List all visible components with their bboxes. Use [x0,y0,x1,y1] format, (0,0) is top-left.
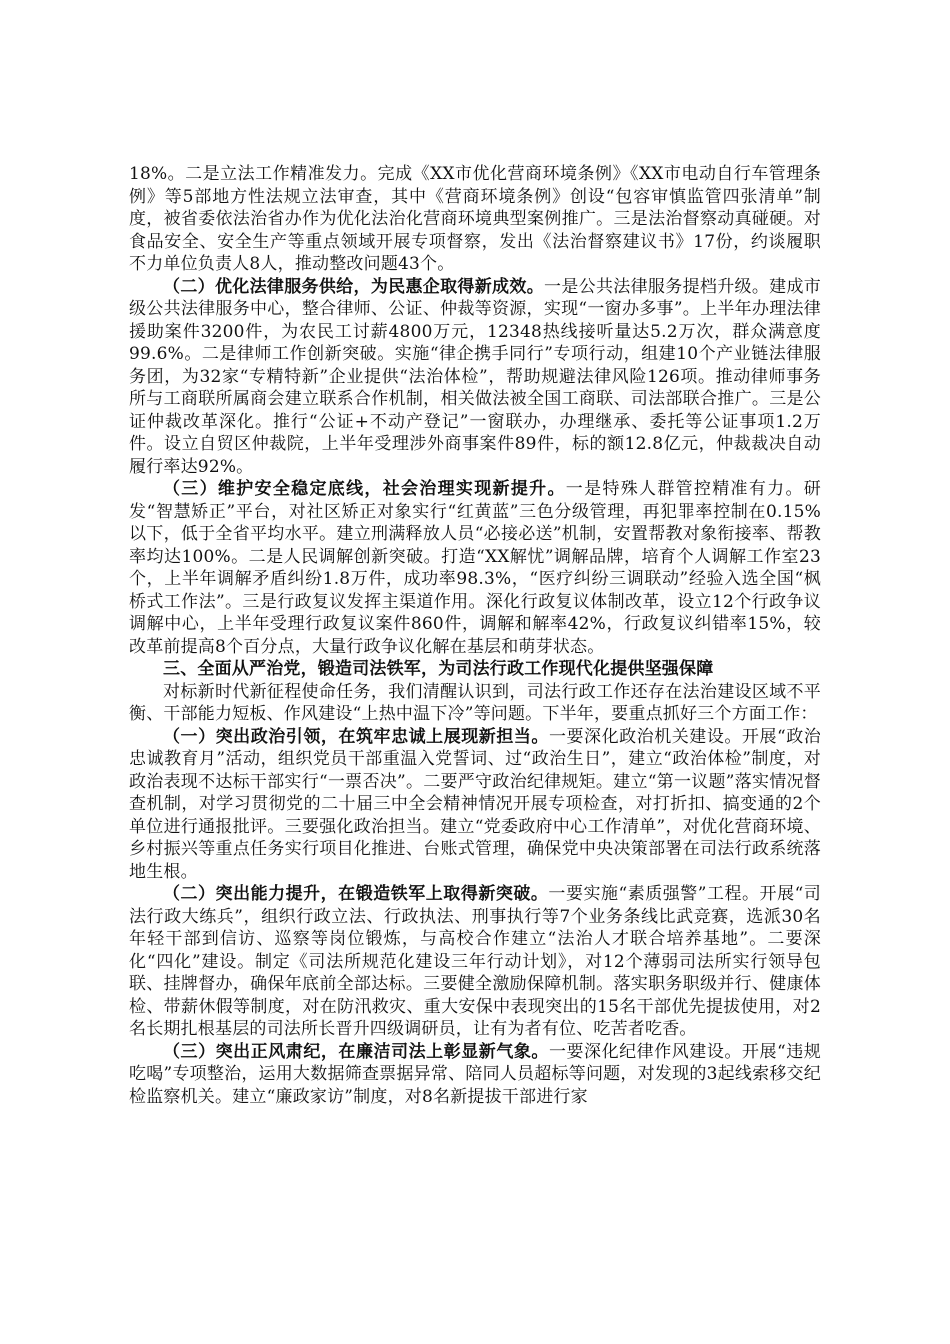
section-heading: （三）维护安全稳定底线，社会治理实现新提升。 [163,479,566,499]
section-heading: （一）突出政治引领，在筑牢忠诚上展现新担当。 [163,726,549,747]
document-body [129,163,821,1108]
paragraph-text: 18%。二是立法工作精准发力。完成《XX市优化营商环境条例》《XX市电动自行车管理条例》等5部地方性法规立法审查，其中《营商环境条例》创设“包容审慎监管四张清单”制度，被省委依法治省办作为优化法治化营商环境典型案例推广。三是法治督察动真碰硬。对食品安全、安全生产等重点领域开展专项督察，发出《法治督察建议书》17份，约谈履职不力单位负责人8人，推动整改问题43个。 [129,164,821,274]
paragraph-text: 一要深化纪律作风建设。开展“违规吃喝”专项整治，运用大数据筛查票据异常、陪同人员超标等问题，对发现的3起线索移交纪检监察机关。建立“廉政家访”制度，对8名新提拔干部进行家 [129,1041,821,1107]
section-heading: （三）突出正风肃纪，在廉洁司法上彰显新气象。 [163,1041,549,1062]
section-heading: （二）突出能力提升，在锻造铁军上取得新突破。 [163,884,549,904]
paragraph-text: 一是特殊人群管控精准有力。研发“智慧矫正”平台，对社区矫正对象实行“红黄蓝”三色分级管理，再犯罪率控制在0.15%以下，低于全省平均水平。建立刑满释放人员“必接必送”机制，安置帮教对象衔接率、帮教率均达100%。二是人民调解创新突破。打造“XX解忧”调解品牌，培育个人调解工作室23个，上半年调解矛盾纠纷1.8万件，成功率98.3%，“医疗纠纷三调联动”经验入选全国“枫桥式工作法”。三是行政复议发挥主渠道作用。深化行政复议体制改革，设立12个行政争议调解中心，上半年受理行政复议案件860件，调解和解率42%，行政复议纠错率15%，较改革前提高8个百分点，大量行政争议化解在基层和萌芽状态。 [129,479,821,657]
paragraph-text: 一要实施“素质强警”工程。开展“司法行政大练兵”，组织行政立法、行政执法、刑事执行等7个业务条线比武竞赛，选派30名年轻干部到信访、巡察等岗位锻炼，与高校合作建立“法治人才联合培养基地”。二要深化“四化”建设。制定《司法所规范化建设三年行动计划》，对12个薄弱司法所实行领导包联、挂牌督办，确保年底前全部达标。三要健全激励保障机制。落实职务职级并行、健康体检、带薪休假等制度，对在防汛救灾、重大安保中表现突出的15名干部优先提拔使用，对2名长期扎根基层的司法所长晋升四级调研员，让有为者有位、吃苦者吃香。 [129,884,821,1039]
paragraph [129,1041,821,1109]
chapter-heading [129,658,821,681]
paragraph [129,276,821,479]
paragraph [129,681,821,726]
chapter-heading-text: 三、全面从严治党，锻造司法铁军，为司法行政工作现代化提供坚强保障 [163,659,714,679]
section-heading: （二）优化法律服务供给，为民惠企取得新成效。 [163,276,545,297]
paragraph [129,726,821,884]
paragraph [129,883,821,1041]
paragraph-text: 对标新时代新征程使命任务，我们清醒认识到，司法行政工作还存在法治建设区域不平衡、干部能力短板、作风建设“上热中温下冷”等问题。下半年，要重点抓好三个方面工作： [129,681,821,724]
paragraph-text: 一是公共法律服务提档升级。建成市级公共法律服务中心，整合律师、公证、仲裁等资源，实现“一窗办多事”。上半年办理法律援助案件3200件，为农民工讨薪4800万元，12348热线接听量达5.2万次，群众满意度99.6%。二是律师工作创新突破。实施“律企携手同行”专项行动，组建10个产业链法律服务团，为32家“专精特新”企业提供“法治体检”，帮助规避法律风险126项。推动律师事务所与工商联所属商会建立联系合作机制，相关做法被全国工商联、司法部联合推广。三是公证仲裁改革深化。推行“公证+不动产登记”一窗联办，办理继承、委托等公证事项1.2万件。设立自贸区仲裁院，上半年受理涉外商事案件89件，标的额12.8亿元，仲裁裁决自动履行率达92%。 [129,276,821,477]
paragraph-text: 一要深化政治机关建设。开展“政治忠诚教育月”活动，组织党员干部重温入党誓词、过“政治生日”，建立“政治体检”制度，对政治表现不达标干部实行“一票否决”。二要严守政治纪律规矩。建立“第一议题”落实情况督查机制，对学习贯彻党的二十届三中全会精神情况开展专项检查，对打折扣、搞变通的2个单位进行通报批评。三要强化政治担当。建立“党委政府中心工作清单”，对优化营商环境、乡村振兴等重点任务实行项目化推进、台账式管理，确保党中央决策部署在司法行政系统落地生根。 [129,726,821,882]
paragraph [129,163,821,276]
paragraph [129,478,821,658]
